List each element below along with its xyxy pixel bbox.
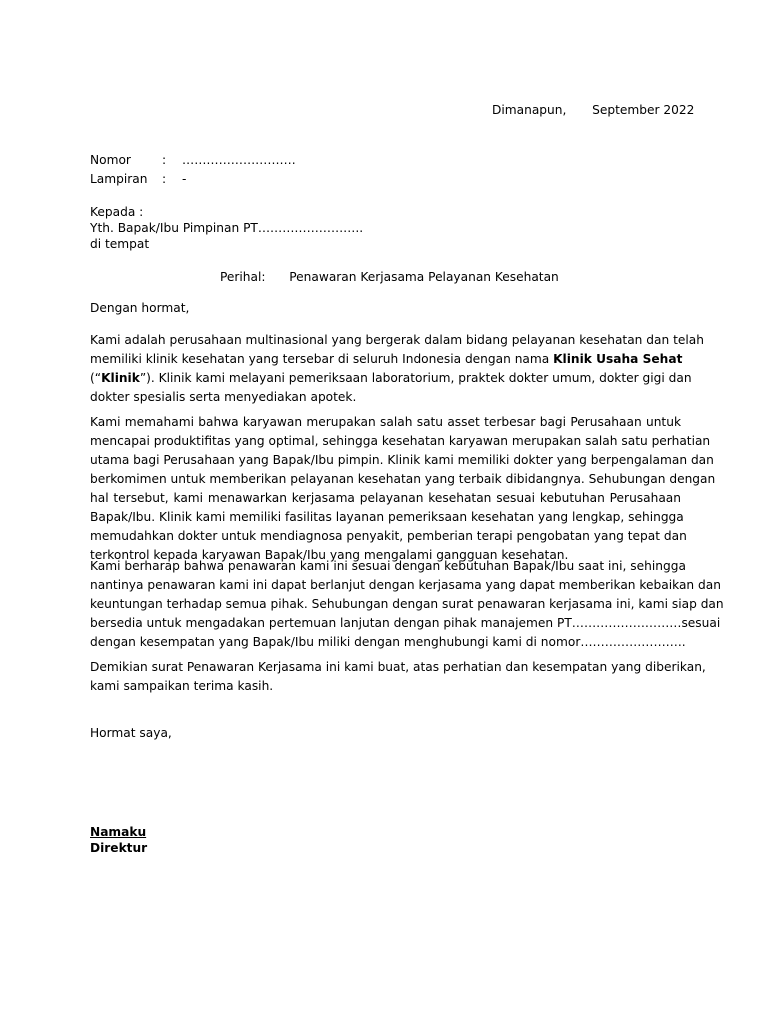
lampiran-label: Lampiran [90, 172, 148, 186]
recipient-kepada: Kepada : [90, 205, 144, 219]
para1-line1: Kami adalah perusahaan multinasional yang bergerak dalam bidang pelayanan kesehatan dan telah [90, 333, 704, 347]
signer-name: Namaku [90, 825, 147, 839]
date-line [492, 101, 694, 120]
para2-line3: utama bagi Perusahaan yang Bapak/Ibu pimpin. Klinik kami memiliki dokter yang berpengalaman dan [90, 453, 714, 467]
lampiran-sep: : [162, 172, 167, 186]
para3-line5: dengan kesempatan yang Bapak/Ibu miliki dengan menghubungi kami di nomor…………………….. [90, 635, 686, 649]
clinic-name: Klinik Usaha Sehat [553, 352, 683, 366]
para4-line1: Demikian surat Penawaran Kerjasama ini kami buat, atas perhatian dan kesempatan yang diberikan, [90, 660, 706, 674]
subject-line [220, 268, 559, 287]
para2-line1: Kami memahami bahwa karyawan merupakan salah satu asset terbesar bagi Perusahaan untuk [90, 415, 681, 429]
para1-line2: memiliki klinik kesehatan yang tersebar di seluruh Indonesia dengan nama Klinik Usaha Sehat [90, 352, 683, 366]
paragraph-offer [90, 413, 716, 565]
para2-line8: terkontrol kepada karyawan Bapak/Ibu yang mengalami gangguan kesehatan. [90, 548, 569, 562]
para2-line7: memudahkan dokter untuk mendiagnosa penyakit, pemberian terapi pengobatan yang tepat dan [90, 529, 687, 543]
date-place: Dimanapun, [492, 103, 567, 117]
para3-line3: keuntungan terhadap semua pihak. Sehubungan dengan surat penawaran kerjasama ini, kami siap dan [90, 597, 724, 611]
nomor-sep: : [162, 153, 167, 167]
para3-line2: nantinya penawaran kami ini dapat berlanjut dengan kerjasama yang dapat memberikan kebaikan dan [90, 578, 721, 592]
para2-line2: mencapai produktifitas yang optimal, sehingga kesehatan karyawan merupakan salah satu perhatian [90, 434, 711, 448]
para1-line4: dokter spesialis serta menyediakan apotek. [90, 390, 357, 404]
para2-line6: Bapak/Ibu. Klinik kami memiliki fasilitas layanan pemeriksaan kesehatan yang lengkap, sehingga [90, 510, 684, 524]
paragraph-closing [90, 658, 706, 696]
para4-line2: kami sampaikan terima kasih. [90, 679, 274, 693]
lampiran-row [90, 170, 186, 189]
nomor-row [90, 151, 296, 170]
recipient-line1: Yth. Bapak/Ibu Pimpinan PT…………………….. [90, 221, 364, 235]
clinic-short-name: Klinik [101, 371, 140, 385]
date-value: September 2022 [592, 103, 695, 117]
nomor-value: ………………………. [182, 153, 296, 167]
subject-label: Perihal: [220, 270, 266, 284]
lampiran-value: - [182, 172, 187, 186]
signer-title: Direktur [90, 841, 148, 855]
para1-line3: (“Klinik”). Klinik kami melayani pemeriksaan laboratorium, praktek dokter umum, dokter gigi dan [90, 371, 692, 385]
subject-text: Penawaran Kerjasama Pelayanan Kesehatan [289, 270, 559, 284]
closing-salutation: Hormat saya, [90, 726, 172, 740]
para2-line4: berkomimen untuk memberikan pelayanan kesehatan yang terbaik dibidangnya. Sehubungan dengan [90, 472, 716, 486]
para2-line5: hal tersebut, kami menawarkan kerjasama pelayanan kesehatan sesuai kebutuhan Perusahaan [90, 491, 681, 505]
paragraph-hope [90, 557, 724, 652]
para3-line4: bersedia untuk mengadakan pertemuan lanjutan dengan pihak manajemen PT………………………sesuai [90, 616, 721, 630]
recipient-line2: di tempat [90, 237, 150, 251]
greeting: Dengan hormat, [90, 301, 190, 315]
nomor-label: Nomor [90, 153, 131, 167]
paragraph-intro [90, 331, 704, 407]
para3-line1: Kami berharap bahwa penawaran kami ini sesuai dengan kebutuhan Bapak/Ibu saat ini, sehingga [90, 559, 686, 573]
